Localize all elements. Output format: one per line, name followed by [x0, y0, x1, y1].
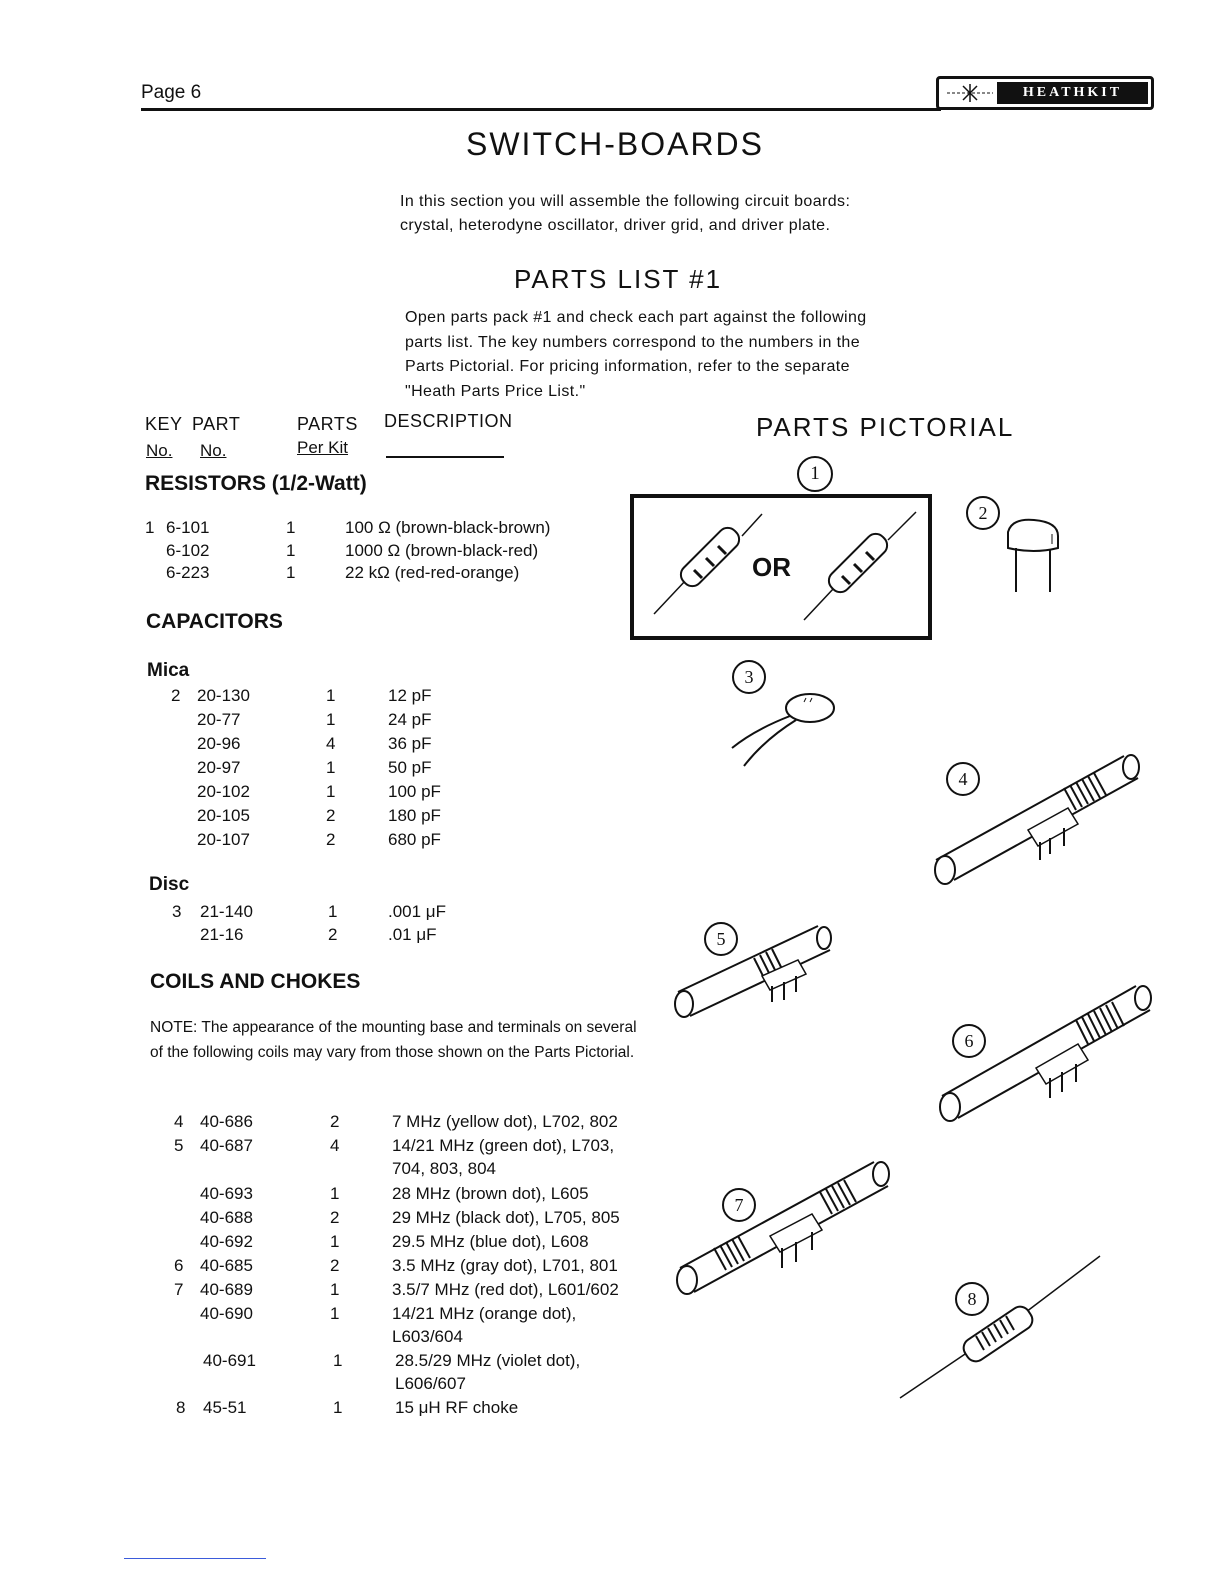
callout-4: 4 [946, 762, 980, 796]
capacitors-heading: CAPACITORS [146, 610, 283, 633]
callout-5: 5 [704, 922, 738, 956]
part-number: 20-102 [197, 782, 250, 801]
col-description-header: DESCRIPTION [384, 411, 513, 431]
footer-rule [124, 1558, 266, 1559]
description: 1000 Ω (brown-black-red) [345, 541, 539, 560]
coil-form-illustration-5 [672, 920, 836, 1024]
quantity: 1 [328, 902, 338, 921]
description-continued: 704, 803, 804 [392, 1159, 496, 1178]
quantity: 1 [286, 518, 296, 537]
mica-capacitor-illustration [1004, 510, 1064, 596]
key-number: 4 [174, 1112, 184, 1131]
rf-choke-illustration [896, 1252, 1106, 1402]
description: 680 pF [388, 830, 441, 849]
callout-3: 3 [732, 660, 766, 694]
description: 29.5 MHz (blue dot), L608 [392, 1232, 589, 1251]
heathkit-logo [936, 76, 1154, 110]
description-continued: L603/604 [392, 1327, 463, 1346]
quantity: 1 [286, 563, 296, 582]
part-number: 20-97 [197, 758, 241, 777]
key-number: 3 [172, 902, 182, 921]
coil-form-illustration-6 [936, 968, 1154, 1124]
part-number: 21-16 [200, 925, 244, 944]
key-number: 6 [174, 1256, 184, 1275]
quantity: 2 [330, 1112, 340, 1131]
quantity: 2 [330, 1208, 340, 1227]
description: 36 pF [388, 734, 432, 753]
quantity: 1 [326, 782, 336, 801]
key-number: 1 [145, 518, 155, 537]
page-title: SWITCH-BOARDS [466, 126, 764, 162]
quantity: 2 [326, 806, 336, 825]
key-number: 8 [176, 1398, 186, 1417]
quantity: 2 [328, 925, 338, 944]
disc-capacitor-illustration [724, 690, 844, 770]
coils-note: NOTE: The appearance of the mounting base and terminals on several of the following coils may vary from those shown on the Parts Pictorial. [150, 1019, 637, 1061]
description: 14/21 MHz (orange dot), [392, 1304, 577, 1323]
parts-list-title: PARTS LIST #1 [514, 264, 723, 294]
part-number: 40-691 [203, 1351, 256, 1370]
part-number: 6-101 [166, 518, 210, 537]
callout-8: 8 [955, 1282, 989, 1316]
resistor-illustration-box [630, 494, 932, 640]
col-key-no: No. [146, 441, 173, 460]
part-number: 45-51 [203, 1398, 247, 1417]
quantity: 1 [330, 1184, 340, 1203]
callout-1: 1 [797, 456, 833, 492]
part-number: 20-96 [197, 734, 241, 753]
col-per-kit: Per Kit [297, 438, 349, 457]
description: 22 kΩ (red-red-orange) [345, 563, 520, 582]
description: 3.5 MHz (gray dot), L701, 801 [392, 1256, 618, 1275]
part-number: 21-140 [200, 902, 253, 921]
quantity: 1 [330, 1232, 340, 1251]
part-number: 20-107 [197, 830, 250, 849]
quantity: 1 [330, 1304, 340, 1323]
part-number: 20-130 [197, 686, 250, 705]
part-number: 40-688 [200, 1208, 253, 1227]
logo-star-icon [945, 81, 995, 105]
quantity: 4 [326, 734, 336, 753]
mica-subheading: Mica [147, 660, 190, 681]
part-number: 40-690 [200, 1304, 253, 1323]
description: 29 MHz (black dot), L705, 805 [392, 1208, 620, 1227]
description: .01 μF [388, 925, 437, 944]
callout-2: 2 [966, 496, 1000, 530]
part-number: 20-105 [197, 806, 250, 825]
quantity: 1 [286, 541, 296, 560]
description: 100 pF [388, 782, 441, 801]
description: 24 pF [388, 710, 432, 729]
pictorial-title: PARTS PICTORIAL [756, 412, 1015, 442]
key-number: 2 [171, 686, 181, 705]
quantity: 1 [333, 1351, 343, 1370]
parts-list-instructions: Open parts pack #1 and check each part against the following parts list. The key numbers correspond to the numbers in the Parts Pictorial. For pricing information, refer to the separate "Heath Parts Price List." [405, 309, 867, 400]
key-number: 7 [174, 1280, 184, 1299]
description: .001 μF [388, 902, 446, 921]
logo-text: HEATHKIT [997, 82, 1148, 104]
part-number: 40-687 [200, 1136, 253, 1155]
quantity: 1 [333, 1398, 343, 1417]
description: 28.5/29 MHz (violet dot), [395, 1351, 581, 1370]
description-underline [386, 456, 504, 458]
col-key-header: KEY [145, 414, 183, 434]
or-label: OR [752, 552, 791, 582]
disc-subheading: Disc [149, 874, 190, 895]
description: 12 pF [388, 686, 432, 705]
quantity: 2 [330, 1256, 340, 1275]
description: 7 MHz (yellow dot), L702, 802 [392, 1112, 618, 1131]
part-number: 40-686 [200, 1112, 253, 1131]
part-number: 40-689 [200, 1280, 253, 1299]
quantity: 2 [326, 830, 336, 849]
quantity: 1 [326, 710, 336, 729]
description: 100 Ω (brown-black-brown) [345, 518, 551, 537]
page-number: Page 6 [141, 82, 202, 103]
part-number: 6-102 [166, 541, 210, 560]
part-number: 40-692 [200, 1232, 253, 1251]
description: 3.5/7 MHz (red dot), L601/602 [392, 1280, 619, 1299]
col-part-header: PART [192, 414, 241, 434]
description: 180 pF [388, 806, 441, 825]
description: 14/21 MHz (green dot), L703, [392, 1136, 615, 1155]
col-parts-header: PARTS [297, 414, 358, 434]
part-number: 20-77 [197, 710, 241, 729]
part-number: 6-223 [166, 563, 210, 582]
description: 50 pF [388, 758, 432, 777]
quantity: 1 [330, 1280, 340, 1299]
coil-form-illustration-7 [674, 1150, 894, 1302]
intro-paragraph: In this section you will assemble the following circuit boards: crystal, heterodyne oscillator, driver grid, and driver plate. [400, 193, 851, 234]
quantity: 1 [326, 758, 336, 777]
col-part-no: No. [200, 441, 227, 460]
part-number: 40-693 [200, 1184, 253, 1203]
coil-form-illustration-4 [928, 738, 1144, 886]
resistors-heading: RESISTORS (1/2-Watt) [145, 472, 367, 495]
callout-7: 7 [722, 1188, 756, 1222]
part-number: 40-685 [200, 1256, 253, 1275]
quantity: 4 [330, 1136, 340, 1155]
callout-6: 6 [952, 1024, 986, 1058]
description: 15 μH RF choke [395, 1398, 519, 1417]
description-continued: L606/607 [395, 1374, 466, 1393]
description: 28 MHz (brown dot), L605 [392, 1184, 589, 1203]
header-rule [141, 108, 941, 111]
coils-heading: COILS AND CHOKES [150, 970, 361, 993]
quantity: 1 [326, 686, 336, 705]
key-number: 5 [174, 1136, 184, 1155]
